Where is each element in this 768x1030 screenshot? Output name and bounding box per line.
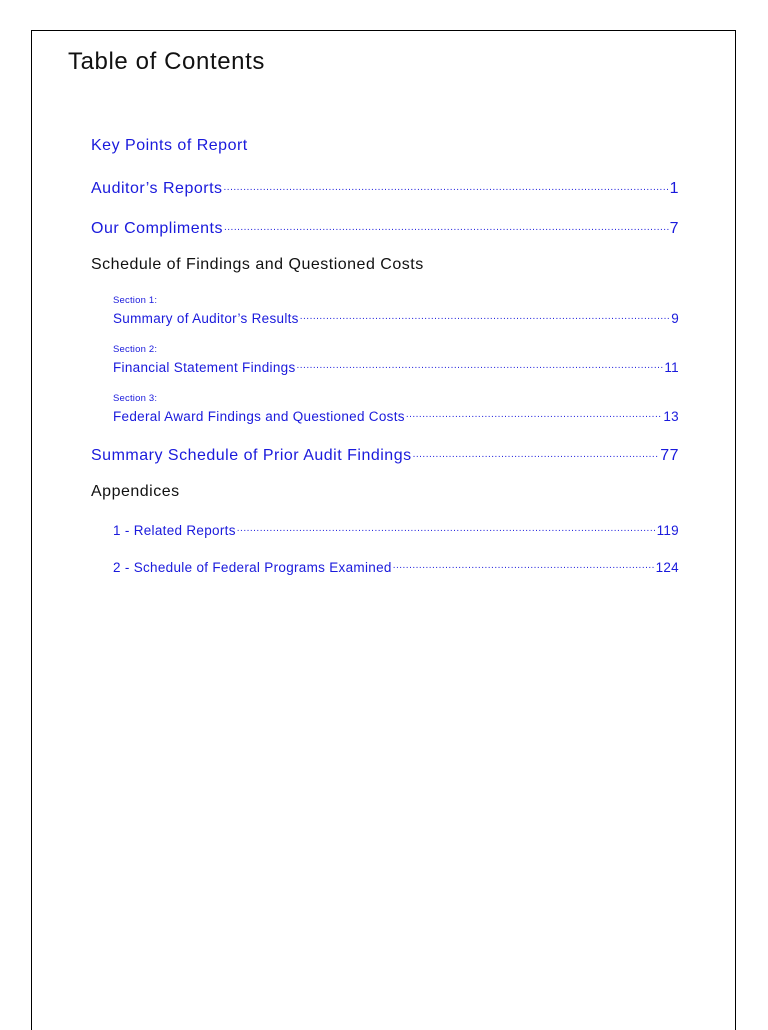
toc-page-number[interactable]: 124 xyxy=(655,559,679,575)
toc-page-number[interactable]: 13 xyxy=(663,408,679,424)
toc-heading-appendices xyxy=(91,483,679,501)
document-page xyxy=(31,30,736,1030)
section-1-label: Section 1: xyxy=(113,295,158,306)
toc-entry-label[interactable]: Financial Statement Findings xyxy=(113,359,296,375)
dot-leader xyxy=(300,309,670,323)
dot-leader xyxy=(237,521,656,535)
dot-leader xyxy=(393,558,655,572)
toc-entry-label[interactable]: Summary Schedule of Prior Audit Findings xyxy=(91,447,412,464)
section-2-label: Section 2: xyxy=(113,344,158,355)
dot-leader xyxy=(413,444,660,460)
toc-entry-prior-audit-findings[interactable] xyxy=(91,444,679,465)
toc-heading-label: Schedule of Findings and Questioned Costs xyxy=(91,256,424,273)
toc-entry-label[interactable]: Summary of Auditor’s Results xyxy=(113,310,299,326)
toc-entry-section-2[interactable] xyxy=(113,358,679,375)
toc-page-number[interactable]: 7 xyxy=(669,220,679,237)
toc-heading-label: Appendices xyxy=(91,483,180,500)
dot-leader xyxy=(406,407,663,421)
toc-entry-label[interactable]: 1 - Related Reports xyxy=(113,522,236,538)
toc-page-number[interactable]: 11 xyxy=(664,359,679,375)
section-3-label: Section 3: xyxy=(113,393,158,404)
dot-leader xyxy=(297,358,664,372)
toc-entry-key-points[interactable] xyxy=(91,137,679,155)
toc-entry-appendix-2[interactable] xyxy=(113,558,679,575)
toc-entry-auditors-reports[interactable] xyxy=(91,177,679,198)
toc-entry-label[interactable]: Our Compliments xyxy=(91,220,223,237)
toc-page-number[interactable]: 9 xyxy=(671,310,679,326)
toc-entry-appendix-1[interactable] xyxy=(113,521,679,538)
toc-entry-section-3[interactable] xyxy=(113,407,679,424)
toc-entry-our-compliments[interactable] xyxy=(91,217,679,238)
toc-page-number[interactable]: 1 xyxy=(669,180,679,197)
toc-entry-label[interactable]: Federal Award Findings and Questioned Costs xyxy=(113,408,405,424)
dot-leader xyxy=(224,217,669,233)
toc-heading-schedule xyxy=(91,256,679,274)
toc-entry-label[interactable]: Key Points of Report xyxy=(91,137,248,154)
toc-page-number[interactable]: 77 xyxy=(660,447,679,464)
toc-page-number[interactable]: 119 xyxy=(656,522,679,538)
toc-entry-label[interactable]: Auditor’s Reports xyxy=(91,180,223,197)
toc-entry-label[interactable]: 2 - Schedule of Federal Programs Examined xyxy=(113,559,392,575)
page-title: Table of Contents xyxy=(68,48,265,75)
toc-entry-section-1[interactable] xyxy=(113,309,679,326)
dot-leader xyxy=(224,177,669,193)
